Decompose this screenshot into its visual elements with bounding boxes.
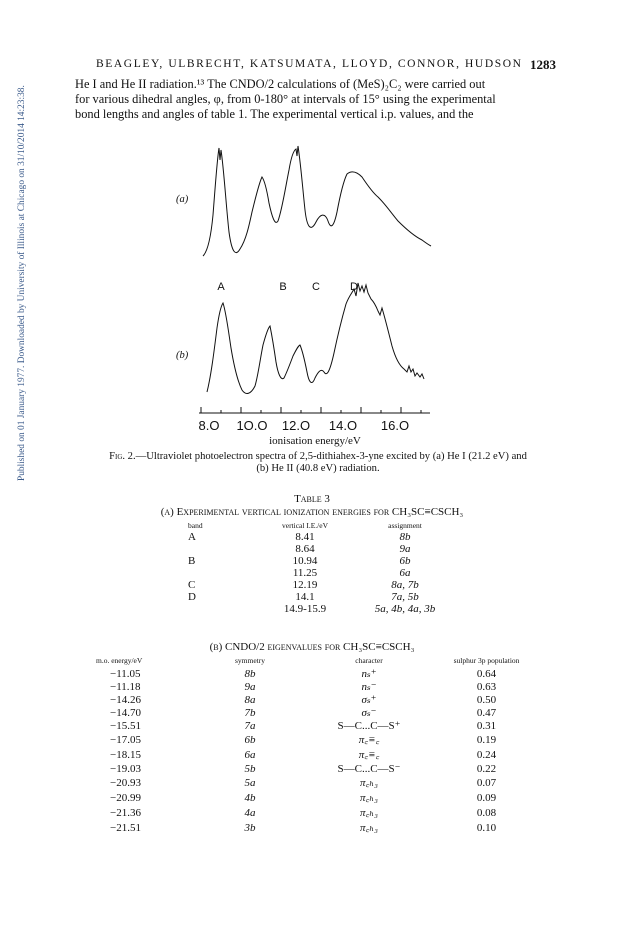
- header-cell: character: [355, 656, 383, 665]
- x-tick-label: 12.O: [281, 418, 311, 433]
- table-cell: 6b: [399, 555, 411, 567]
- table-row: [96, 747, 549, 762]
- table-cell: −20.99: [110, 791, 141, 804]
- header-cell: sulphur 3p population: [453, 656, 520, 665]
- table-cell: −21.51: [110, 821, 141, 834]
- table-cell: 0.47: [476, 706, 497, 719]
- table-cell: −17.05: [110, 733, 141, 746]
- table-b: [96, 654, 549, 835]
- panel-b-label: (b): [176, 350, 189, 361]
- table-cell: S—C...C—S⁺: [337, 720, 401, 732]
- table-cell: π꜀≡꜀: [358, 749, 380, 761]
- band-label-c: C: [312, 281, 320, 293]
- table-cell: 5a, 4b, 4a, 3b: [374, 603, 436, 615]
- table-cell: 8.41: [295, 531, 315, 543]
- table-cell: 12.19: [292, 579, 318, 591]
- table-cell: 0.50: [476, 693, 497, 706]
- x-tick-label: 14.O: [328, 418, 358, 433]
- table-cell: −11.18: [110, 680, 141, 693]
- table-cell: 0.22: [476, 762, 497, 775]
- table-cell: 14.1: [295, 591, 315, 603]
- figure-caption: [75, 451, 561, 475]
- table-cell: 8b: [399, 531, 411, 543]
- spectrum-trace-b: [207, 283, 424, 393]
- table-row: [188, 579, 440, 591]
- page-number: 1283: [530, 57, 556, 72]
- table-cell: −18.15: [110, 748, 141, 761]
- table-cell: 6a: [399, 567, 411, 579]
- table-cell: C: [188, 579, 196, 591]
- x-axis-title: ionisation energy/eV: [269, 435, 361, 447]
- table-row: [188, 555, 440, 567]
- table-cell: −14.26: [110, 693, 141, 706]
- table-cell: A: [188, 531, 196, 543]
- table-cell: 8b: [244, 667, 256, 680]
- header-cell: assignment: [388, 520, 422, 530]
- table-row: [96, 775, 549, 790]
- table-cell: 7b: [244, 706, 256, 719]
- table-cell: −15.51: [110, 719, 141, 732]
- table-cell: 7a, 5b: [391, 591, 419, 603]
- table-row: [96, 732, 549, 747]
- caption-prefix: Fig. 2.: [109, 451, 136, 462]
- table-cell: 0.24: [476, 748, 497, 761]
- table-cell: nₛ⁻: [361, 681, 377, 693]
- table-cell: 9a: [399, 543, 411, 555]
- table-cell: −19.03: [110, 762, 141, 775]
- table-a-title: (a) Experimental vertical ionization energies for CH₃SC≡CSCH₃: [160, 506, 464, 518]
- table-cell: nₛ⁺: [361, 668, 377, 680]
- table-a-header: [188, 519, 440, 531]
- table-cell: 0.07: [476, 776, 497, 789]
- table-cell: 0.10: [476, 821, 497, 834]
- x-tick-label: 16.O: [380, 418, 410, 433]
- table-cell: −14.70: [110, 706, 141, 719]
- table-b-title: (b) CNDO/2 eigenvalues for CH₃SC≡CSCH₃: [209, 641, 415, 653]
- caption-line-2: (b) He II (40.8 eV) radiation.: [256, 463, 380, 474]
- table-cell: 0.09: [476, 791, 497, 804]
- table-cell: [188, 567, 240, 579]
- table-cell: 4a: [244, 806, 256, 819]
- table-cell: S—C...C—S⁻: [337, 763, 401, 775]
- table-cell: 6a: [244, 748, 256, 761]
- table-cell: B: [188, 555, 196, 567]
- caption-line-1: —Ultraviolet photoelectron spectra of 2,5-dithiahex-3-yne excited by (a) He I (21.2 eV) and: [135, 451, 527, 462]
- header-cell: m.o. energy/eV: [96, 656, 143, 665]
- table-cell: −20.93: [110, 776, 141, 789]
- x-tick-label: 8.O: [198, 418, 220, 433]
- table-row: [188, 531, 440, 543]
- table-cell: π꜀ₕ₃: [360, 822, 378, 834]
- x-axis-ticks: [201, 407, 421, 413]
- paragraph-line: bond lengths and angles of table 1. The experimental vertical i.p. values, and the: [75, 107, 474, 121]
- table-cell: 0.63: [476, 680, 497, 693]
- table-row: [96, 762, 549, 775]
- table-cell: π꜀ₕ₃: [360, 792, 378, 804]
- header-authors: BEAGLEY, ULBRECHT, KATSUMATA, LLOYD, CONNOR, HUDSON: [96, 58, 523, 70]
- table-cell: [188, 543, 240, 555]
- band-label-a: A: [217, 281, 225, 293]
- table-cell: π꜀ₕ₃: [360, 807, 378, 819]
- paragraph-line: for various dihedral angles, φ, from 0-180° at intervals of 15° using the experimental: [75, 92, 496, 106]
- spectrum-trace-a: [203, 146, 431, 256]
- table-row: [96, 693, 549, 706]
- table-cell: 8.64: [295, 543, 315, 555]
- table-cell: 7a: [244, 719, 256, 732]
- header-cell: symmetry: [235, 656, 265, 665]
- table-cell: 11.25: [292, 567, 318, 579]
- table-cell: 0.31: [476, 719, 497, 732]
- band-label-d: D: [350, 281, 358, 293]
- table-cell: 3b: [244, 821, 256, 834]
- table-cell: 4b: [244, 791, 256, 804]
- table-row: [96, 667, 549, 680]
- table-row: [188, 603, 440, 615]
- table-cell: D: [188, 591, 196, 603]
- table-cell: 9a: [244, 680, 256, 693]
- table-cell: 6b: [244, 733, 256, 746]
- header-cell: band: [188, 520, 203, 530]
- table-cell: [188, 603, 240, 615]
- table-cell: 5b: [244, 762, 256, 775]
- table-cell: σₛ⁻: [361, 707, 377, 719]
- download-notice: Published on 01 January 1977. Downloaded by University of Illinois at Chicago on 31/10/2014 14:23:38.: [17, 85, 27, 481]
- table-row: [188, 567, 440, 579]
- table-cell: σₛ⁺: [361, 694, 377, 706]
- table-cell: π꜀≡꜀: [358, 734, 380, 746]
- table-cell: 8a, 7b: [391, 579, 419, 591]
- table-cell: −21.36: [110, 806, 141, 819]
- x-tick-label: 1O.O: [236, 418, 268, 433]
- table-cell: 5a: [244, 776, 256, 789]
- table-cell: 0.08: [476, 806, 497, 819]
- table-row: [96, 820, 549, 835]
- table-title: Table 3: [294, 493, 330, 505]
- band-label-b: B: [279, 281, 287, 293]
- table-cell: 14.9-15.9: [283, 603, 327, 615]
- table-row: [96, 680, 549, 693]
- table-cell: −11.05: [110, 667, 141, 680]
- paragraph-line: He I and He II radiation.¹³ The CNDO/2 calculations of (MeS)₂C₂ were carried out: [75, 77, 486, 91]
- table-row: [188, 591, 440, 603]
- header-cell: vertical I.E./eV: [281, 520, 329, 530]
- table-row: [96, 790, 549, 805]
- table-cell: 0.19: [476, 733, 497, 746]
- table-row: [96, 805, 549, 820]
- table-row: [96, 719, 549, 732]
- table-b-header: [96, 654, 549, 667]
- table-row: [96, 706, 549, 719]
- panel-a-label: (a): [176, 194, 189, 205]
- table-cell: 0.64: [476, 667, 497, 680]
- table-row: [188, 543, 440, 555]
- table-cell: π꜀ₕ₃: [360, 777, 378, 789]
- table-cell: 8a: [244, 693, 256, 706]
- table-cell: 10.94: [292, 555, 318, 567]
- table-a: [188, 519, 440, 615]
